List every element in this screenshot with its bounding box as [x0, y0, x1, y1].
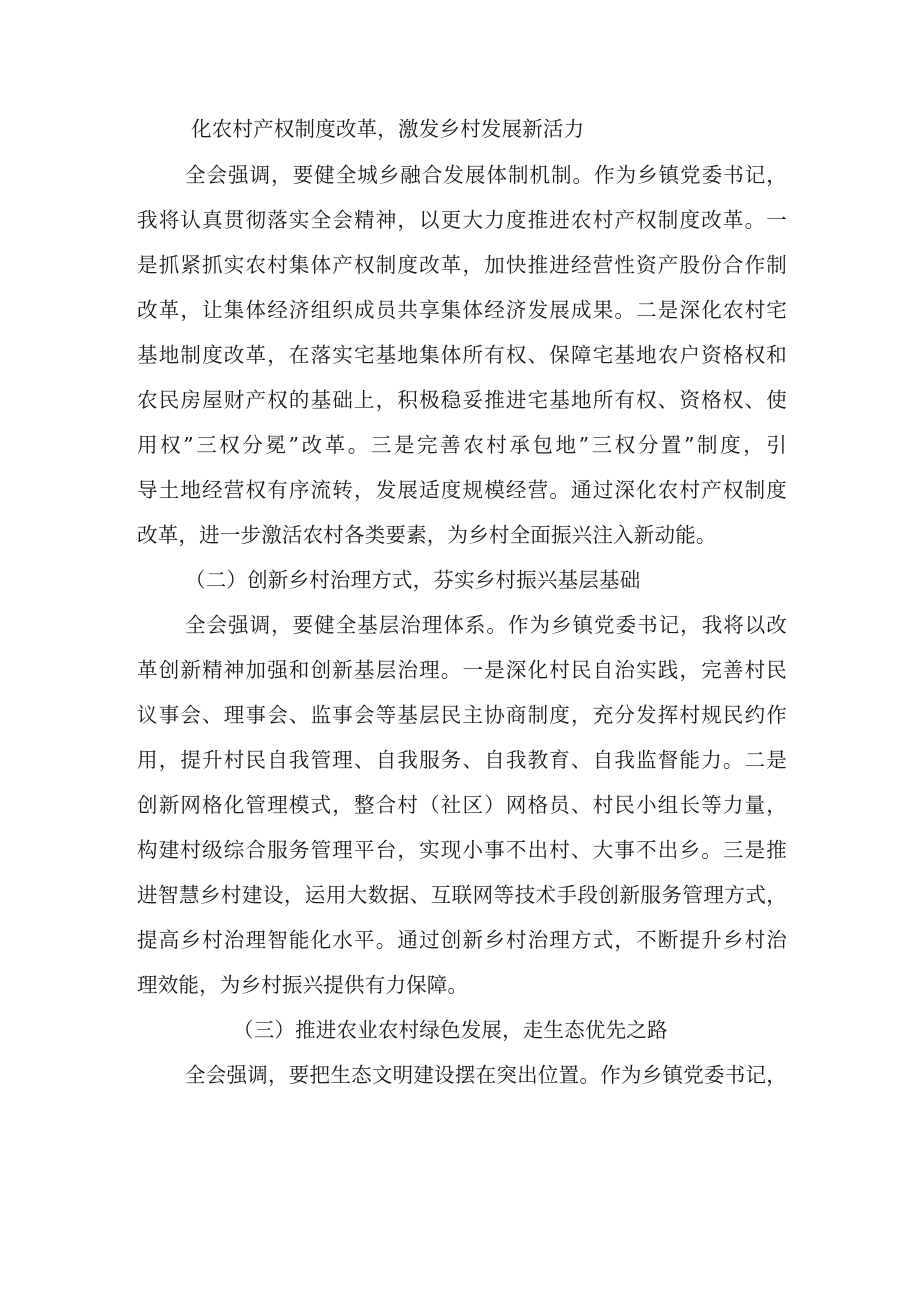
paragraph-line: 全会强调，要把生态文明建设摆在突出位置。作为乡镇党委书记，: [185, 1063, 787, 1087]
paragraph-line: 提高乡村治理智能化水平。通过创新乡村治理方式，不断提升乡村治: [137, 928, 787, 952]
paragraph-line: 改革，让集体经济组织成员共享集体经济发展成果。二是深化农村宅: [137, 298, 787, 322]
paragraph-line: 用，提升村民自我管理、自我服务、自我教育、自我监督能力。二是: [137, 748, 787, 772]
paragraph-line: 议事会、理事会、监事会等基层民主协商制度，充分发挥村规民约作: [137, 703, 787, 727]
paragraph-line: 农民房屋财产权的基础上，积极稳妥推进宅基地所有权、资格权、使: [137, 388, 787, 412]
paragraph-line: 改革，进一步激活农村各类要素，为乡村全面振兴注入新动能。: [137, 523, 717, 547]
paragraph-line: 是抓紧抓实农村集体产权制度改革，加快推进经营性资产股份合作制: [137, 253, 787, 277]
paragraph-line: 革创新精神加强和创新基层治理。一是深化村民自治实践，完善村民: [137, 658, 787, 682]
paragraph-line: 用权”三权分冕”改革。三是完善农村承包地”三权分置”制度，引: [137, 433, 787, 457]
section-heading-3: （三）推进农业农村绿色发展，走生态优先之路: [233, 1018, 668, 1042]
paragraph-line: 构建村级综合服务管理平台，实现小事不出村、大事不出乡。三是推: [137, 838, 787, 862]
paragraph-line: 我将认真贯彻落实全会精神，以更大力度推进农村产权制度改革。一: [137, 208, 787, 232]
paragraph-line: 进智慧乡村建设，运用大数据、互联网等技术手段创新服务管理方式，: [137, 883, 787, 907]
paragraph-line: 全会强调，要健全基层治理体系。作为乡镇党委书记，我将以改: [185, 613, 787, 637]
paragraph-line: 基地制度改革，在落实宅基地集体所有权、保障宅基地农户资格权和: [137, 343, 787, 367]
paragraph-line: 理效能，为乡村振兴提供有力保障。: [137, 973, 469, 997]
paragraph-line: 导土地经营权有序流转，发展适度规模经营。通过深化农村产权制度: [137, 478, 787, 502]
section-heading-1: 化农村产权制度改革，激发乡村发展新活力: [191, 117, 585, 141]
paragraph-line: 全会强调，要健全城乡融合发展体制机制。作为乡镇党委书记，: [185, 163, 787, 187]
section-heading-2: （二）创新乡村治理方式，芬实乡村振兴基层基础: [185, 568, 641, 592]
paragraph-line: 创新网格化管理模式，整合村（社区）网格员、村民小组长等力量，: [137, 793, 787, 817]
